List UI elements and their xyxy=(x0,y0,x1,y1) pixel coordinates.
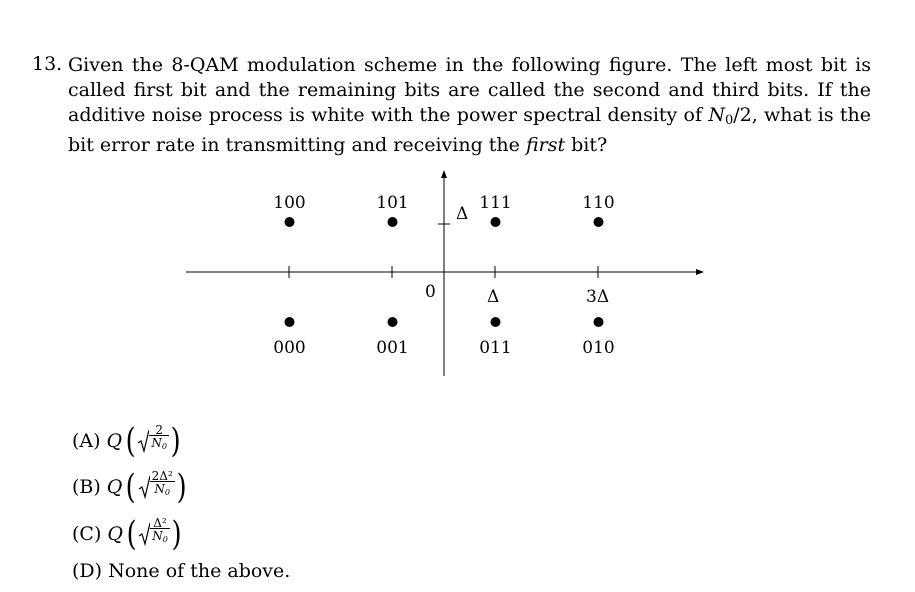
option-a-label: (A) xyxy=(72,430,101,452)
option-b-den: N0 xyxy=(154,482,170,497)
psd-symbol: N xyxy=(708,103,725,126)
point-label-001: 001 xyxy=(376,338,409,358)
constellation-point-100 xyxy=(285,217,295,227)
option-d-label: (D) xyxy=(72,560,103,582)
question-sentence: Given the 8-QAM modulation scheme in the following figure. The left most bit is called first bit and the remaining bits are called the second and third bits. If the additive noise process is white with the power spectral density of xyxy=(68,54,871,126)
constellation-point-011 xyxy=(491,317,501,327)
question-ending: bit? xyxy=(565,134,608,157)
constellation-point-000 xyxy=(285,317,295,327)
delta-x-label: Δ xyxy=(487,287,500,307)
option-a[interactable]: (A) Q ( 2 N0 ) xyxy=(72,421,181,461)
delta-y-label: Δ xyxy=(456,204,469,224)
x-axis-arrow xyxy=(696,269,704,275)
option-c-num: Δ² xyxy=(153,516,167,530)
option-b-sqrt xyxy=(138,469,175,499)
constellation-point-001 xyxy=(388,317,398,327)
option-d-text: None of the above. xyxy=(108,560,291,582)
constellation-point-111 xyxy=(491,217,501,227)
option-c-sqrt xyxy=(138,516,170,546)
point-label-111: 111 xyxy=(479,193,512,213)
option-a-func: Q xyxy=(106,430,123,452)
point-label-000: 000 xyxy=(273,338,306,358)
constellation-point-110 xyxy=(594,217,604,227)
question-number: 13. xyxy=(32,53,63,75)
origin-label: 0 xyxy=(425,282,436,302)
y-axis-arrow xyxy=(441,170,447,178)
point-label-100: 100 xyxy=(273,193,306,213)
point-label-011: 011 xyxy=(479,338,512,358)
option-b-num: 2Δ² xyxy=(151,469,173,483)
point-label-110: 110 xyxy=(582,193,615,213)
option-a-sqrt xyxy=(137,423,169,453)
point-label-101: 101 xyxy=(376,193,409,213)
option-c-label: (C) xyxy=(72,523,102,545)
constellation-point-101 xyxy=(388,217,398,227)
psd-subscript: 0 xyxy=(724,112,734,128)
psd-tail: /2, what is the bit error rate in transmitting and receiving the xyxy=(68,103,871,157)
option-c-func: Q xyxy=(107,523,123,545)
option-c-den: N0 xyxy=(152,529,168,544)
option-a-den: N0 xyxy=(151,436,167,451)
emphasis-first: first xyxy=(525,134,566,157)
option-d[interactable] xyxy=(72,560,290,582)
point-label-010: 010 xyxy=(582,338,615,358)
option-c[interactable]: (C) Q ( Δ² N0 ) xyxy=(72,514,182,554)
option-a-num: 2 xyxy=(155,423,163,437)
constellation-point-010 xyxy=(594,317,604,327)
three-delta-label: 3Δ xyxy=(586,287,610,307)
option-b-func: Q xyxy=(106,476,123,498)
option-b-label: (B) xyxy=(72,476,101,498)
option-b[interactable]: (B) Q ( 2Δ² N0 ) xyxy=(72,467,187,507)
